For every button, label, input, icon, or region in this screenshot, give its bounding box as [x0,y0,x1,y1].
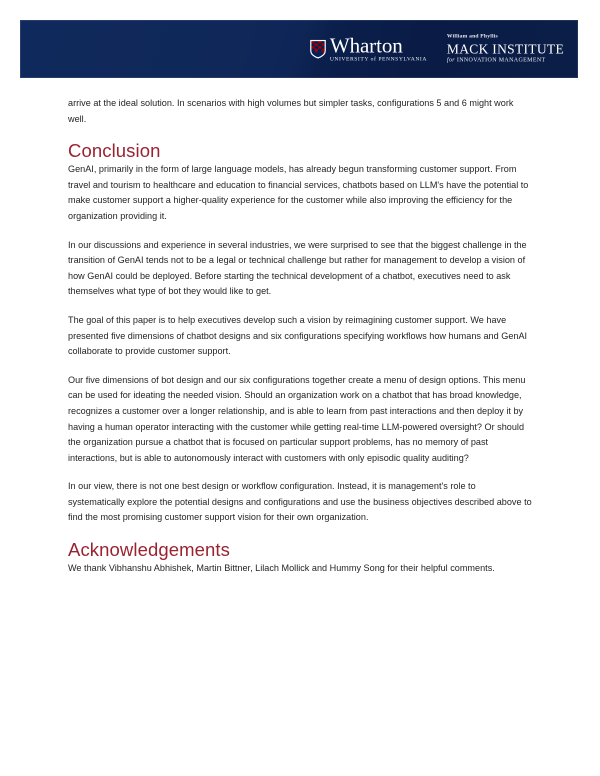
logo-lockup [310,35,564,64]
mack-eyebrow: William and Phyllis [446,33,498,40]
wharton-subtitle: UNIVERSITY of PENNSYLVANIA [329,56,427,63]
wharton-wordmark [330,35,427,63]
continued-paragraph: arrive at the ideal solution. In scenarios with high volumes but simpler tasks, configurations 5 and 6 might work well. [68,98,514,124]
mack-institute-logo [445,35,564,64]
paragraph: Our five dimensions of bot design and our six configurations together create a menu of design options. This menu can be used for ideating the needed vision. Should an organization work on a chatbot that has broad knowledge, recognizes a customer over a longer relationship, and is able to learn from past interactions and then deploy it by having a human operator interacting with the customer while getting real-time LLM-powered oversight? Or should the organization pursue a chatbot that is focused on particular support problems, has no memory of past interactions, but is able to autonomously interact with customers with only episodic quality auditing? [68,374,526,463]
mack-name: MACK INSTITUTE [446,41,564,57]
paragraph: The goal of this paper is to help executives develop such a vision by reimagining customer support. We have presented five dimensions of chatbot designs and six configurations specifying workflows how humans and GenAI collaborate to provide customer support. [68,314,528,357]
paragraph: In our view, there is not one best design or workflow configuration. Instead, it is management's role to systematically explore the potential designs and configurations and use the business objectives described above to find the most promising customer support vision for their own organization. [68,481,532,523]
section-heading-acknowledgements: Acknowledgements [68,539,231,561]
paragraph: GenAI, primarily in the form of large language models, has already begun transforming customer support. From travel and tourism to healthcare and education to financial services, chatbots based on LLM's have the potential to make customer support a higher-quality experience for the customer while also improving the efficiency for the organization providing it. [68,164,529,221]
header-banner [20,20,578,78]
mack-tagline [447,57,546,63]
mack-tagline-text: INNOVATION MANAGEMENT [456,57,546,64]
paragraph: In our discussions and experience in several industries, we were surprised to see that the biggest challenge in the transition of GenAI tends not to be a legal or technical challenge but rather for management to develop a vision of how GenAI could be deployed. Before starting the technical development of a chatbot, executives need to ask themselves what type of bot they would like to get. [68,239,527,297]
paragraph: We thank Vibhanshu Abhishek, Martin Bittner, Lilach Mollick and Hummy Song for their helpful comments. [68,563,495,574]
penn-shield-icon [310,40,326,59]
document-content [68,96,532,590]
mack-tagline-for: for [446,57,455,64]
wharton-name: Wharton [329,33,403,58]
section-heading-conclusion: Conclusion [68,140,161,162]
wharton-logo [310,35,436,63]
